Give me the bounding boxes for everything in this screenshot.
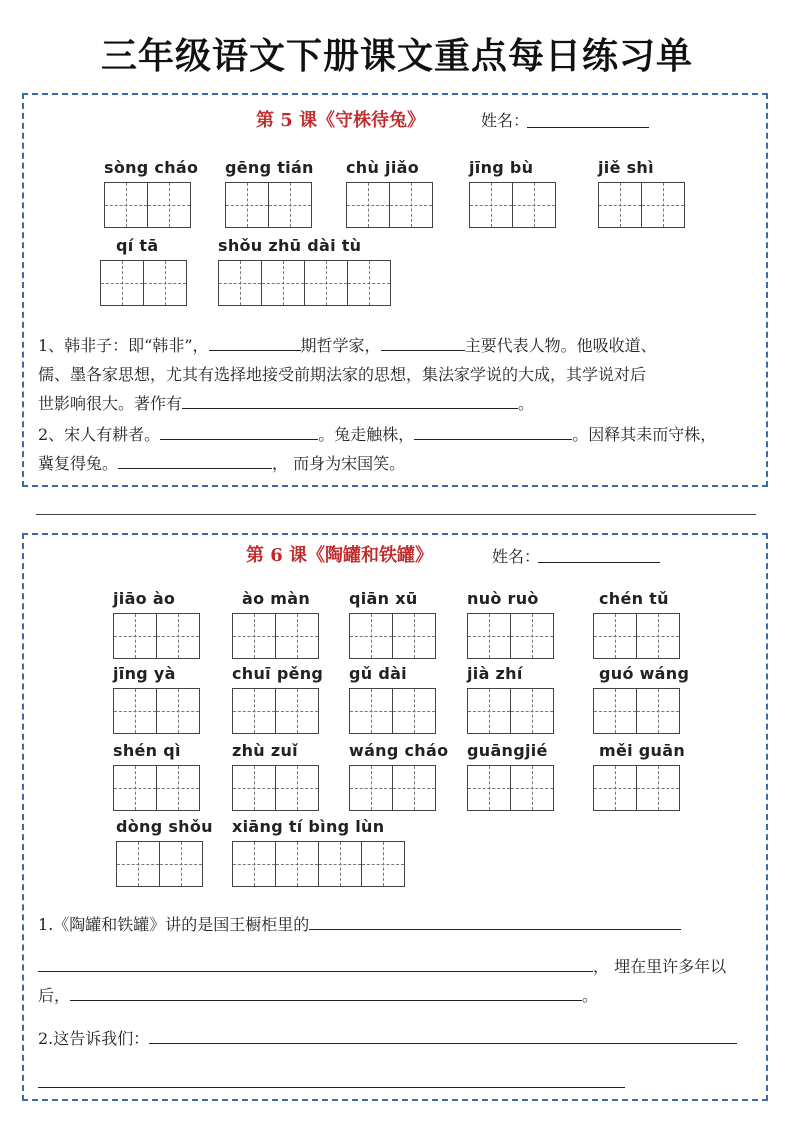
lesson6-name-field[interactable] xyxy=(538,562,660,563)
writing-cell[interactable] xyxy=(156,688,200,734)
writing-cell[interactable] xyxy=(113,613,157,659)
word-box xyxy=(467,664,553,734)
lesson6-question-1-line1 xyxy=(38,910,738,939)
writing-cell[interactable] xyxy=(104,182,148,228)
question-text: 1.《陶罐和铁罐》讲的是国王橱柜里的 xyxy=(38,915,310,934)
writing-cell[interactable] xyxy=(349,613,393,659)
answer-blank[interactable] xyxy=(160,421,318,440)
writing-cell[interactable] xyxy=(349,688,393,734)
word-box xyxy=(113,664,199,734)
pinyin-label: guó wáng xyxy=(599,664,690,683)
lesson5-name-field[interactable] xyxy=(527,127,649,128)
writing-cell[interactable] xyxy=(318,841,362,887)
pinyin-label: jīng bù xyxy=(469,158,534,177)
question-text: 。 xyxy=(518,394,535,413)
lesson5-heading: 第 5 课《守株待兔》 xyxy=(256,110,426,131)
word-box xyxy=(349,589,435,659)
answer-blank[interactable] xyxy=(309,911,681,930)
word-box xyxy=(218,236,390,306)
answer-blank[interactable] xyxy=(118,450,272,469)
word-box xyxy=(113,589,199,659)
writing-cell[interactable] xyxy=(143,260,187,306)
writing-cell[interactable] xyxy=(275,688,319,734)
writing-cell[interactable] xyxy=(275,613,319,659)
writing-cell[interactable] xyxy=(218,260,262,306)
answer-line[interactable] xyxy=(38,1087,625,1088)
writing-cell[interactable] xyxy=(116,841,160,887)
word-box xyxy=(467,589,553,659)
pinyin-label: chuī pěng xyxy=(232,664,324,683)
pinyin-label: qí tā xyxy=(116,236,159,255)
writing-cell[interactable] xyxy=(636,613,680,659)
writing-cell[interactable] xyxy=(467,688,511,734)
answer-blank[interactable] xyxy=(70,982,582,1001)
pinyin-label: xiāng tí bìng lùn xyxy=(232,817,385,836)
writing-cell[interactable] xyxy=(100,260,144,306)
word-box xyxy=(469,158,555,228)
question-text: 期哲学家， xyxy=(300,336,381,355)
writing-cell[interactable] xyxy=(641,182,685,228)
pinyin-label: chén tǔ xyxy=(599,589,669,608)
writing-cell[interactable] xyxy=(598,182,642,228)
word-box xyxy=(598,158,684,228)
writing-cell[interactable] xyxy=(232,613,276,659)
lesson6-question-2 xyxy=(38,1024,758,1053)
question-text: 2.这告诉我们： xyxy=(38,1029,150,1048)
word-box xyxy=(346,158,432,228)
writing-cell[interactable] xyxy=(275,841,319,887)
writing-cell[interactable] xyxy=(392,613,436,659)
lesson6-heading: 第 6 课《陶罐和铁罐》 xyxy=(246,545,434,566)
writing-cell[interactable] xyxy=(593,688,637,734)
writing-cell[interactable] xyxy=(512,182,556,228)
pinyin-label: sòng cháo xyxy=(104,158,199,177)
pinyin-label: ào màn xyxy=(242,589,311,608)
writing-cell[interactable] xyxy=(156,765,200,811)
word-box xyxy=(232,741,318,811)
question-text: 儒、墨各家思想，尤其有选择地接受前期法家的思想，集法家学说的大成，其学说对后 xyxy=(38,365,647,384)
word-box xyxy=(232,664,323,734)
question-text: 2、宋人有耕者。 xyxy=(38,425,161,444)
writing-cell[interactable] xyxy=(346,182,390,228)
writing-cell[interactable] xyxy=(510,765,554,811)
word-box xyxy=(349,741,448,811)
pinyin-label: gǔ dài xyxy=(349,664,407,683)
pinyin-label: shǒu zhū dài tù xyxy=(218,236,362,255)
writing-cell[interactable] xyxy=(392,688,436,734)
writing-cell[interactable] xyxy=(232,765,276,811)
writing-cell[interactable] xyxy=(389,182,433,228)
answer-blank[interactable] xyxy=(414,421,572,440)
writing-cell[interactable] xyxy=(275,765,319,811)
writing-cell[interactable] xyxy=(636,765,680,811)
writing-cell[interactable] xyxy=(636,688,680,734)
pinyin-label: jīng yà xyxy=(113,664,176,683)
lesson6-question-1-line2 xyxy=(38,952,768,981)
lesson5-question-2 xyxy=(38,420,758,478)
question-text: 。兔走触株， xyxy=(318,425,415,444)
page-title: 三年级语文下册课文重点每日练习单 xyxy=(100,36,693,77)
question-text: 1、韩非子：即“韩非”， xyxy=(38,336,209,355)
question-text: 。 xyxy=(582,986,599,1005)
writing-cell[interactable] xyxy=(225,182,269,228)
word-box xyxy=(100,236,186,306)
question-text: ， 埋在里许多年以 xyxy=(593,957,727,976)
answer-blank[interactable] xyxy=(209,332,301,351)
word-box xyxy=(593,741,685,811)
pinyin-label: jiāo ào xyxy=(113,589,176,608)
lesson5-name-label: 姓名： xyxy=(481,111,530,130)
pinyin-label: chù jiǎo xyxy=(346,158,419,177)
writing-cell[interactable] xyxy=(159,841,203,887)
pinyin-label: zhù zuǐ xyxy=(232,741,298,760)
word-box xyxy=(349,664,435,734)
writing-cell[interactable] xyxy=(261,260,305,306)
writing-cell[interactable] xyxy=(510,613,554,659)
pinyin-label: dòng shǒu xyxy=(116,817,213,836)
word-box xyxy=(232,817,404,887)
lesson6-name-label: 姓名： xyxy=(492,547,541,566)
writing-cell[interactable] xyxy=(304,260,348,306)
writing-cell[interactable] xyxy=(469,182,513,228)
writing-cell[interactable] xyxy=(113,765,157,811)
lesson5-question-1 xyxy=(38,331,758,418)
word-box xyxy=(113,741,199,811)
writing-cell[interactable] xyxy=(232,688,276,734)
pinyin-label: jiě shì xyxy=(598,158,654,177)
word-box xyxy=(225,158,314,228)
question-text: 。因释其耒而守株， xyxy=(572,425,717,444)
writing-cell[interactable] xyxy=(232,841,276,887)
answer-blank[interactable] xyxy=(182,390,518,409)
answer-blank[interactable] xyxy=(38,953,593,972)
question-text: 主要代表人物。他吸收道、 xyxy=(464,336,657,355)
question-text: ， 而身为宋国笑。 xyxy=(272,454,406,473)
section-divider xyxy=(36,514,756,515)
writing-cell[interactable] xyxy=(593,613,637,659)
writing-cell[interactable] xyxy=(268,182,312,228)
pinyin-label: shén qì xyxy=(113,741,181,760)
answer-blank[interactable] xyxy=(149,1025,737,1044)
word-box xyxy=(593,589,679,659)
answer-blank[interactable] xyxy=(381,332,465,351)
pinyin-label: gēng tián xyxy=(225,158,314,177)
writing-cell[interactable] xyxy=(510,688,554,734)
word-box xyxy=(116,817,213,887)
question-text: 后， xyxy=(38,986,71,1005)
writing-cell[interactable] xyxy=(113,688,157,734)
word-box xyxy=(104,158,198,228)
writing-cell[interactable] xyxy=(347,260,391,306)
pinyin-label: jià zhí xyxy=(467,664,523,683)
pinyin-label: wáng cháo xyxy=(349,741,449,760)
writing-cell[interactable] xyxy=(349,765,393,811)
writing-cell[interactable] xyxy=(467,765,511,811)
pinyin-label: nuò ruò xyxy=(467,589,539,608)
question-text: 冀复得兔。 xyxy=(38,454,119,473)
writing-cell[interactable] xyxy=(467,613,511,659)
word-box xyxy=(593,664,689,734)
pinyin-label: měi guān xyxy=(599,741,686,760)
pinyin-label: guāngjié xyxy=(467,741,548,760)
writing-cell[interactable] xyxy=(147,182,191,228)
writing-cell[interactable] xyxy=(392,765,436,811)
lesson6-question-1-line3 xyxy=(38,981,738,1010)
word-box xyxy=(232,589,318,659)
writing-cell[interactable] xyxy=(593,765,637,811)
pinyin-label: qiān xū xyxy=(349,589,418,608)
writing-cell[interactable] xyxy=(361,841,405,887)
writing-cell[interactable] xyxy=(156,613,200,659)
question-text: 世影响很大。著作有 xyxy=(38,394,183,413)
word-box xyxy=(467,741,553,811)
